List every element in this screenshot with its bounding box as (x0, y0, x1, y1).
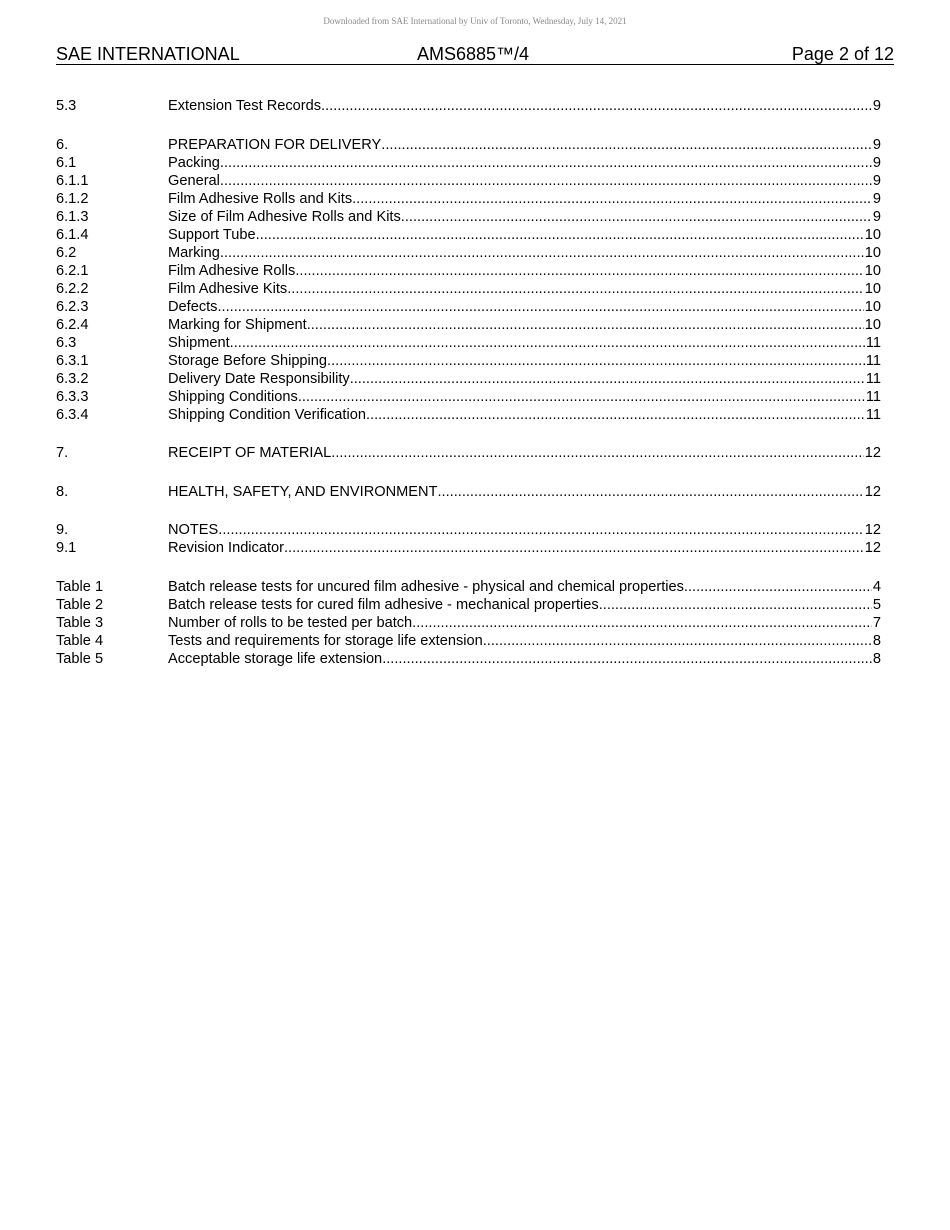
toc-dot-leader (321, 97, 872, 115)
toc-entry-page: 10 (864, 226, 881, 243)
toc-entry-number: 9. (56, 522, 69, 538)
toc-entry[interactable] (56, 444, 881, 462)
toc-entry[interactable] (56, 483, 881, 501)
toc-entry[interactable] (56, 298, 881, 316)
toc-dot-leader (256, 226, 864, 244)
toc-group (56, 578, 881, 668)
toc-dot-leader (220, 172, 872, 190)
toc-dot-leader (284, 539, 864, 557)
toc-dot-leader (331, 444, 864, 462)
toc-entry-title: NOTES (168, 522, 219, 538)
toc-entry-title: Shipment (168, 334, 230, 351)
toc-entry-number: 8. (56, 483, 69, 500)
toc-group (56, 444, 881, 462)
header-page-label: Page 2 of 12 (791, 44, 894, 64)
toc-dot-leader (220, 244, 864, 262)
toc-entry-page: 12 (864, 483, 881, 500)
toc-entry-page: 9 (872, 208, 881, 225)
toc-entry[interactable] (56, 370, 881, 388)
toc-entry-title: Extension Test Records (168, 98, 322, 114)
toc-entry-title: Shipping Condition Verification (168, 406, 366, 423)
toc-entry-number: 6.2 (56, 244, 77, 261)
toc-dot-leader (350, 370, 865, 388)
toc-entry-number: 6.1.4 (56, 226, 89, 243)
toc-dot-leader (438, 483, 864, 501)
toc-dot-leader (366, 406, 865, 424)
toc-entry-page: 9 (872, 172, 881, 189)
toc-entry[interactable] (56, 578, 881, 596)
toc-dot-leader (684, 578, 872, 596)
toc-entry-title: Tests and requirements for storage life extension (168, 632, 483, 649)
toc-entry-page: 11 (865, 388, 881, 405)
table-of-contents (56, 97, 881, 688)
toc-entry-page: 11 (865, 334, 881, 351)
toc-entry-number: 6.3.1 (56, 352, 89, 369)
toc-entry-number: Table 1 (56, 578, 104, 595)
toc-entry[interactable] (56, 406, 881, 424)
toc-dot-leader (295, 262, 863, 280)
toc-entry[interactable] (56, 388, 881, 406)
toc-entry[interactable] (56, 262, 881, 280)
toc-entry-page: 12 (864, 445, 881, 461)
toc-entry[interactable] (56, 352, 881, 370)
header-doc-id: AMS6885™/4 (417, 44, 530, 64)
toc-dot-leader (217, 298, 863, 316)
toc-dot-leader (381, 136, 872, 154)
toc-entry-title: HEALTH, SAFETY, AND ENVIRONMENT (168, 483, 438, 500)
toc-dot-leader (307, 316, 864, 334)
toc-entry-title: Defects (168, 298, 218, 315)
toc-entry-page: 9 (872, 154, 881, 171)
toc-entry-title: Acceptable storage life extension (168, 650, 383, 667)
toc-entry-title: Batch release tests for uncured film adhesive - physical and chemical properties (168, 578, 684, 595)
toc-dot-leader (298, 388, 865, 406)
page-header (56, 44, 894, 65)
toc-entry-number: 6.1.3 (56, 208, 89, 225)
toc-entry-page: 9 (872, 136, 881, 153)
toc-dot-leader (218, 521, 863, 539)
toc-entry[interactable] (56, 208, 881, 226)
toc-entry-number: 5.3 (56, 98, 77, 114)
toc-entry[interactable] (56, 244, 881, 262)
toc-entry-title: Packing (168, 154, 220, 171)
toc-entry-number: 6.1.1 (56, 172, 89, 189)
toc-dot-leader (599, 596, 872, 614)
toc-entry[interactable] (56, 316, 881, 334)
toc-dot-leader (412, 614, 872, 632)
toc-entry-page: 9 (872, 190, 881, 207)
toc-dot-leader (382, 650, 872, 668)
toc-group (56, 483, 881, 501)
toc-dot-leader (327, 352, 865, 370)
toc-entry-page: 9 (872, 98, 881, 114)
toc-entry-page: 8 (872, 632, 881, 649)
toc-entry-number: Table 5 (56, 650, 104, 667)
toc-group (56, 521, 881, 557)
toc-entry-page: 10 (864, 298, 881, 315)
toc-entry-title: Marking (168, 244, 220, 261)
toc-entry[interactable] (56, 614, 881, 632)
toc-entry-number: Table 2 (56, 596, 104, 613)
toc-entry[interactable] (56, 97, 881, 115)
toc-entry-number: 6.2.1 (56, 262, 89, 279)
toc-entry-page: 10 (864, 262, 881, 279)
toc-entry-number: 6.2.2 (56, 280, 89, 297)
toc-entry-number: 6.3 (56, 334, 77, 351)
toc-entry-title: General (168, 172, 220, 189)
toc-entry-page: 12 (864, 522, 881, 538)
toc-entry[interactable] (56, 280, 881, 298)
toc-entry-title: Film Adhesive Rolls (168, 262, 296, 279)
toc-entry-number: 6.2.3 (56, 298, 89, 315)
toc-entry-page: 12 (864, 540, 881, 556)
toc-entry-number: 6.3.4 (56, 406, 89, 423)
toc-entry[interactable] (56, 334, 881, 352)
toc-entry-page: 11 (865, 370, 881, 387)
toc-entry-number: 6.3.2 (56, 370, 89, 387)
toc-entry-title: Size of Film Adhesive Rolls and Kits (168, 208, 401, 225)
toc-entry-title: Shipping Conditions (168, 388, 298, 405)
toc-entry-number: Table 3 (56, 614, 104, 631)
toc-dot-leader (483, 632, 872, 650)
toc-entry[interactable] (56, 226, 881, 244)
toc-entry-title: Support Tube (168, 226, 256, 243)
toc-entry-number: 6.1.2 (56, 190, 89, 207)
toc-entry-title: Film Adhesive Kits (168, 280, 288, 297)
toc-entry-page: 10 (864, 280, 881, 297)
toc-entry-page: 5 (872, 596, 881, 613)
toc-entry-number: 6.3.3 (56, 388, 89, 405)
toc-entry-page: 8 (872, 650, 881, 667)
toc-entry-title: Film Adhesive Rolls and Kits (168, 190, 353, 207)
toc-entry[interactable] (56, 136, 881, 154)
toc-group (56, 136, 881, 424)
toc-dot-leader (287, 280, 864, 298)
toc-entry-page: 11 (865, 352, 881, 369)
toc-entry-title: RECEIPT OF MATERIAL (168, 445, 332, 461)
toc-entry[interactable] (56, 521, 881, 539)
toc-entry[interactable] (56, 154, 881, 172)
toc-entry-title: Batch release tests for cured film adhesive - mechanical properties (168, 596, 599, 613)
toc-entry[interactable] (56, 539, 881, 557)
toc-entry-number: 6.1 (56, 154, 77, 171)
toc-entry-number: 6.2.4 (56, 316, 89, 333)
download-watermark: Downloaded from SAE International by Univ of Toronto, Wednesday, July 14, 2021 (323, 16, 627, 26)
toc-entry-title: Revision Indicator (168, 540, 284, 556)
toc-entry[interactable] (56, 650, 881, 668)
toc-entry-title: Storage Before Shipping (168, 352, 328, 369)
toc-entry[interactable] (56, 596, 881, 614)
toc-entry[interactable] (56, 632, 881, 650)
toc-entry-page: 11 (865, 406, 881, 423)
toc-entry-page: 7 (872, 614, 881, 631)
toc-dot-leader (401, 208, 872, 226)
toc-group (56, 97, 881, 115)
toc-entry-title: Marking for Shipment (168, 316, 307, 333)
toc-entry-page: 10 (864, 316, 881, 333)
toc-entry[interactable] (56, 190, 881, 208)
toc-entry-number: 7. (56, 445, 69, 461)
toc-entry-title: Delivery Date Responsibility (168, 370, 350, 387)
toc-dot-leader (230, 334, 865, 352)
header-org: SAE INTERNATIONAL (56, 44, 240, 64)
toc-entry-title: Number of rolls to be tested per batch (168, 614, 413, 631)
toc-dot-leader (220, 154, 872, 172)
toc-entry-number: Table 4 (56, 632, 104, 649)
toc-entry-page: 10 (864, 244, 881, 261)
toc-entry-page: 4 (872, 578, 881, 595)
toc-entry-number: 6. (56, 136, 69, 153)
toc-entry-number: 9.1 (56, 540, 77, 556)
toc-dot-leader (352, 190, 872, 208)
toc-entry[interactable] (56, 172, 881, 190)
toc-entry-title: PREPARATION FOR DELIVERY (168, 136, 382, 153)
